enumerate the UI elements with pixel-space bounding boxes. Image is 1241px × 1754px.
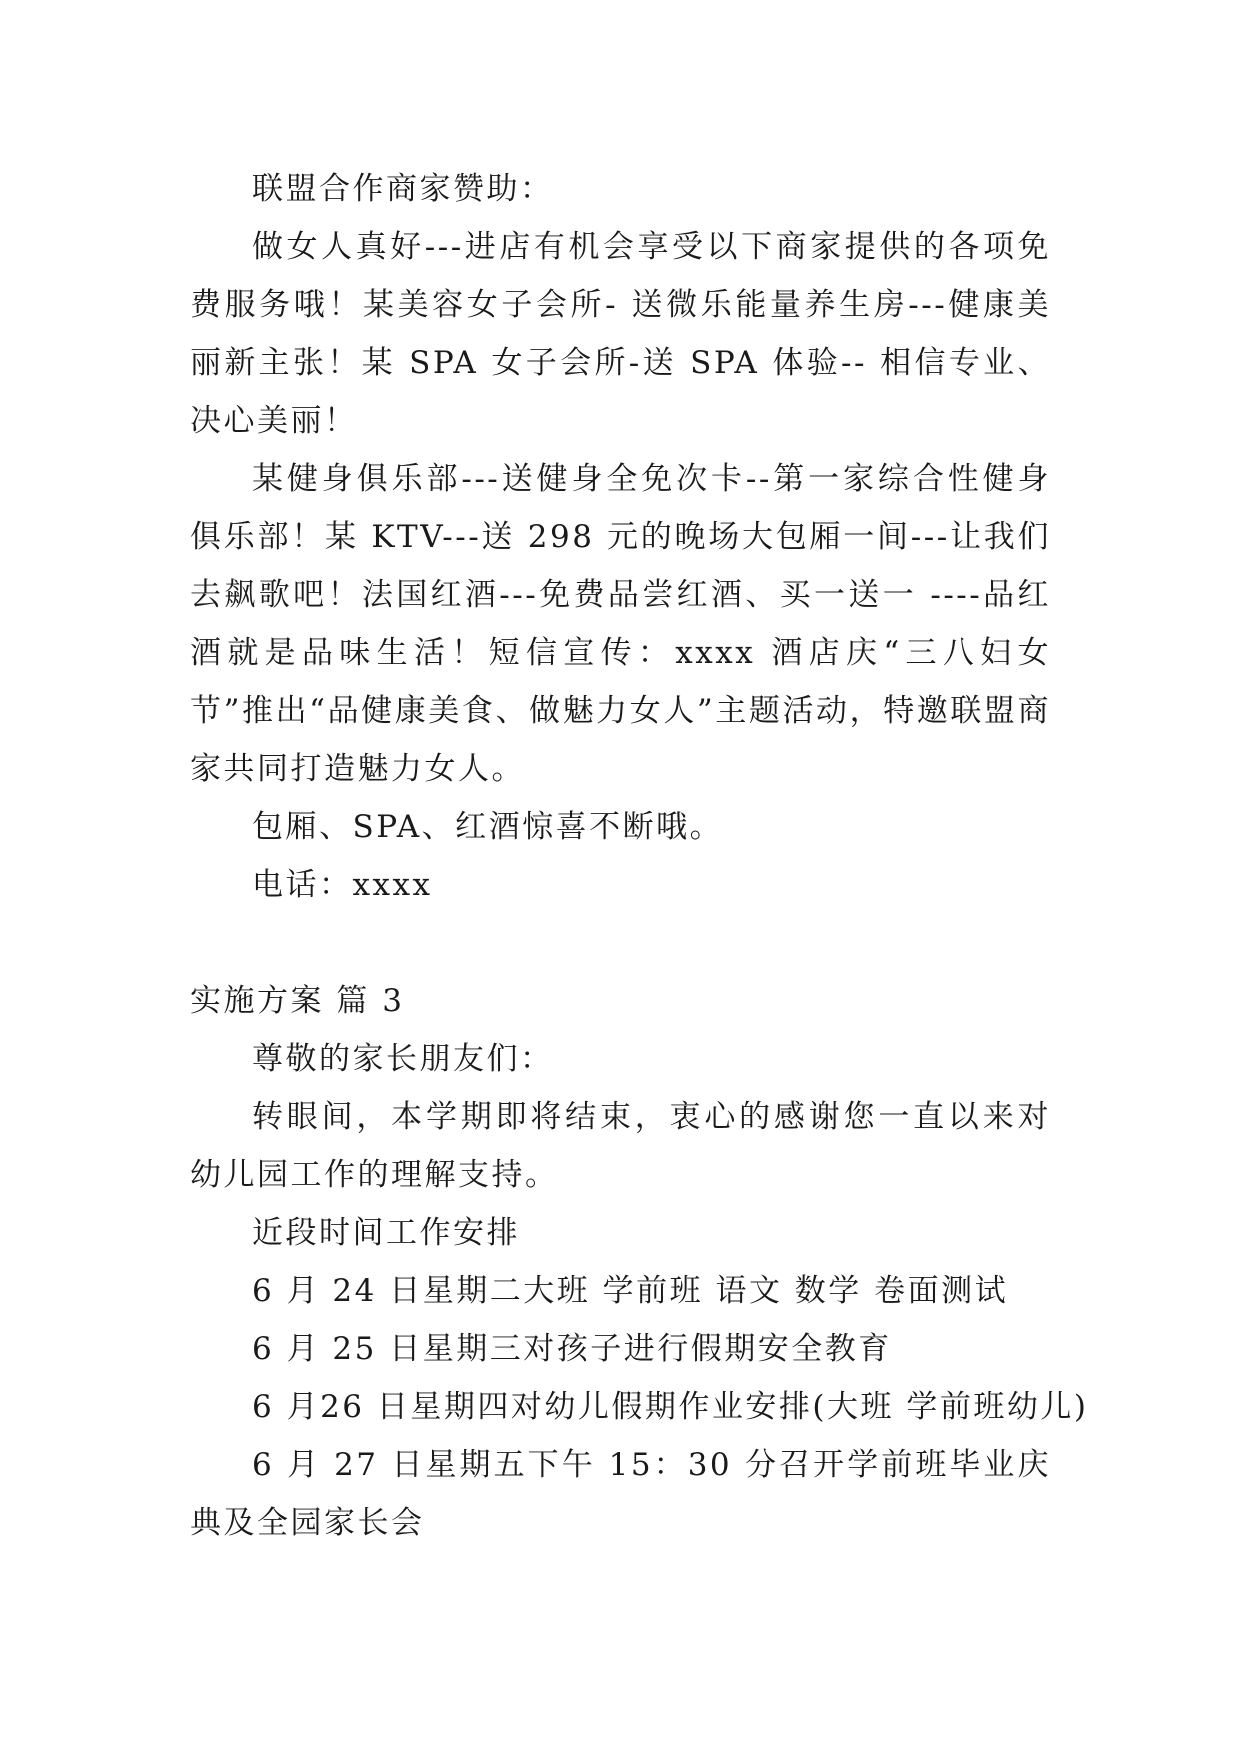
greeting-paragraph: 尊敬的家长朋友们： — [252, 1041, 554, 1077]
schedule-item-paragraph: 6 月 27 日星期五下午 15：30 分召开学前班毕业庆典及全园家长会 — [190, 1447, 1051, 1541]
sponsor-heading-paragraph: 联盟合作商家赞助： — [252, 171, 554, 207]
document-body — [190, 160, 1089, 1552]
thanks-paragraph: 转眼间，本学期即将结束，衷心的感谢您一直以来对幼儿园工作的理解支持。 — [190, 1099, 1051, 1193]
surprise-paragraph: 包厢、SPA、红酒惊喜不断哦。 — [252, 809, 724, 845]
sponsor-beauty-paragraph: 做女人真好---进店有机会享受以下商家提供的各项免费服务哦！某美容女子会所- 送微乐能量养生房---健康美丽新主张！某 SPA 女子会所-送 SPA 体验-- 相信专业、决心美丽！ — [190, 229, 1051, 439]
phone-paragraph: 电话：xxxx — [252, 867, 433, 903]
schedule-item-paragraph: 6 月 24 日星期二大班 学前班 语文 数学 卷面测试 — [252, 1273, 1009, 1309]
section-heading: 实施方案 篇 3 — [190, 983, 405, 1019]
schedule-item-paragraph: 6 月26 日星期四对幼儿假期作业安排(大班 学前班幼儿) — [252, 1389, 1089, 1425]
sponsor-fitness-paragraph: 某健身俱乐部---送健身全免次卡--第一家综合性健身俱乐部！某 KTV---送 298 元的晚场大包厢一间---让我们去飙歌吧！法国红酒---免费品尝红酒、买一送一 ----品红酒就是品味生活！短信宣传：xxxx 酒店庆“三八妇女节”推出“品健康美食、做魅力女人”主题活动，特邀联盟商家共同打造魅力女人。 — [190, 461, 1051, 787]
section-spacer — [190, 914, 1051, 972]
schedule-title-paragraph: 近段时间工作安排 — [252, 1215, 520, 1251]
schedule-item-paragraph: 6 月 25 日星期三对孩子进行假期安全教育 — [252, 1331, 892, 1367]
